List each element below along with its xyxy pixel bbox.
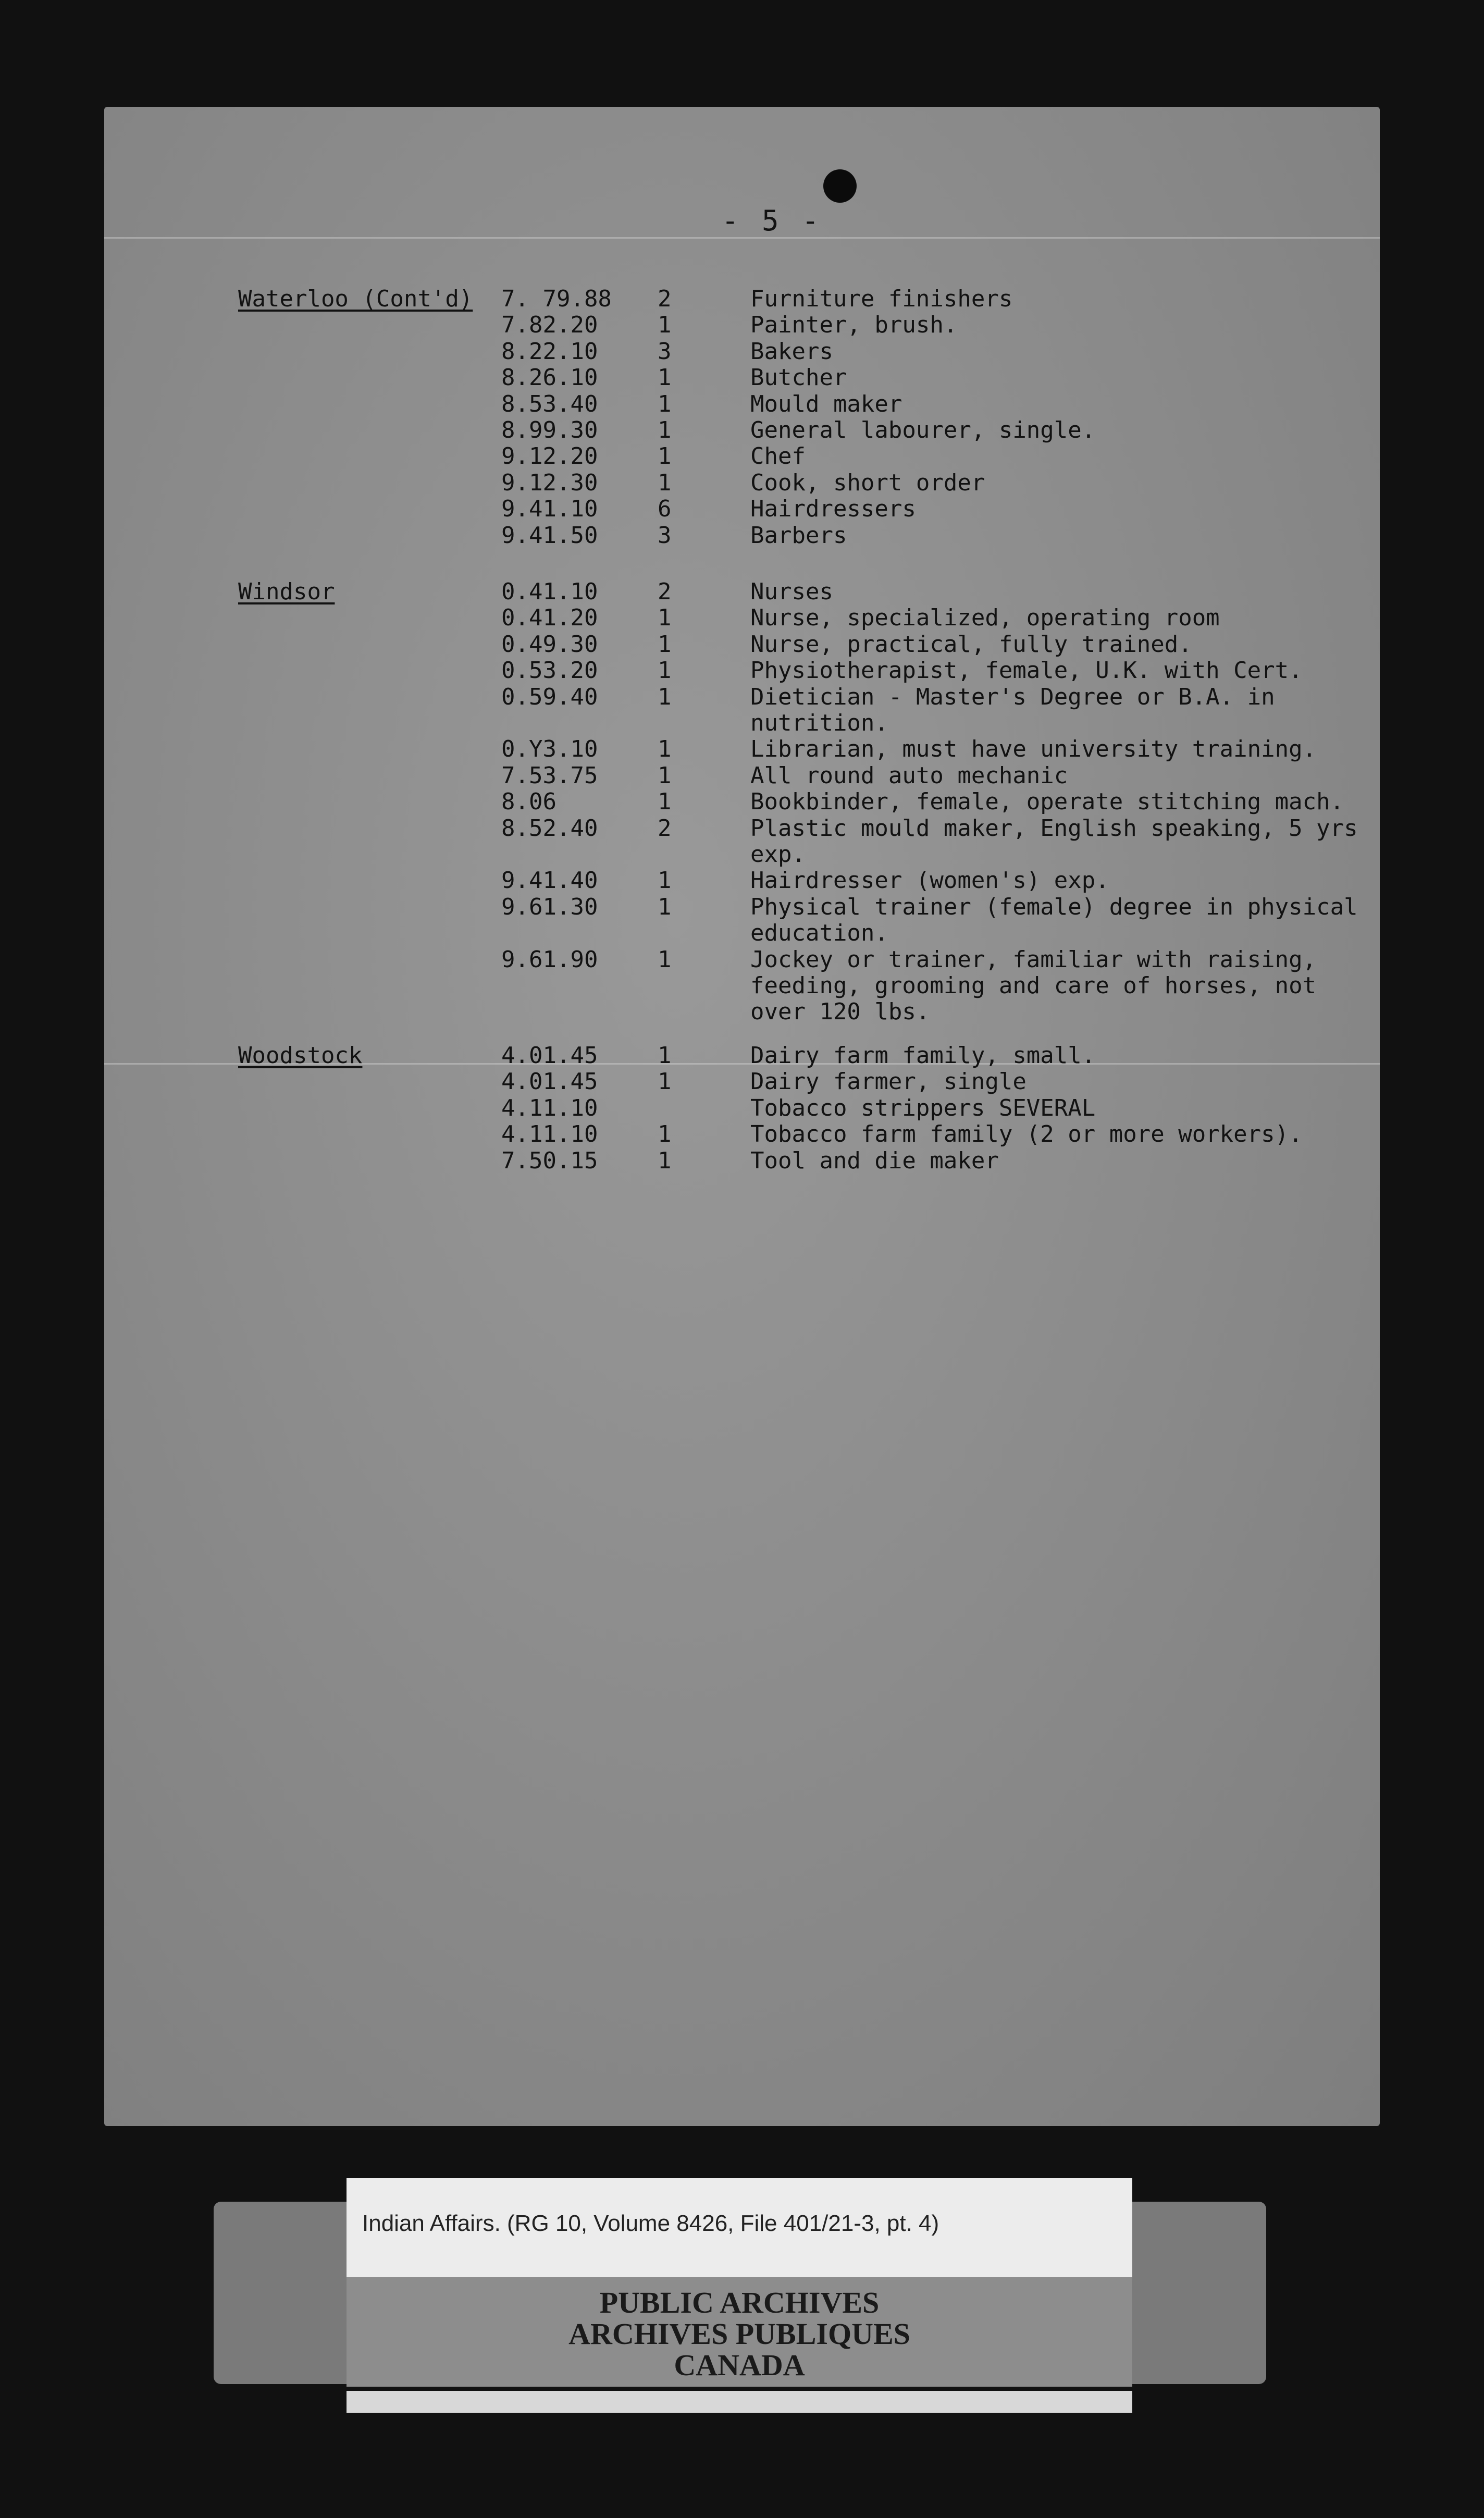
job-description: Dairy farmer, single xyxy=(750,1068,1027,1095)
quantity: 1 xyxy=(658,469,672,496)
listing-row xyxy=(0,762,1484,788)
fold-crease xyxy=(104,237,1380,239)
occupation-code: 4.11.10 xyxy=(501,1094,598,1121)
occupation-code: 8.06 xyxy=(501,788,556,816)
occupation-code: 9.12.30 xyxy=(501,469,598,496)
job-description: Butcher xyxy=(750,364,847,391)
listing-row xyxy=(0,364,1484,390)
job-description: Mould maker xyxy=(750,390,902,417)
quantity: 1 xyxy=(658,893,672,920)
job-description: Cook, short order xyxy=(750,469,985,496)
job-description: education. xyxy=(750,920,888,947)
quantity: 1 xyxy=(658,683,672,710)
job-description: All round auto mechanic xyxy=(750,762,1068,789)
occupation-code: 9.41.50 xyxy=(501,522,598,549)
quantity: 3 xyxy=(658,522,672,549)
job-description: Jockey or trainer, familiar with raising, xyxy=(750,946,1317,973)
quantity: 1 xyxy=(658,390,672,417)
occupation-code: 4.01.45 xyxy=(501,1068,598,1095)
quantity: 1 xyxy=(658,364,672,391)
listing-row xyxy=(0,286,1484,312)
archive-country: CANADA xyxy=(674,2348,805,2382)
listing-row xyxy=(0,710,1484,736)
label-strip xyxy=(347,2391,1132,2413)
archive-reference-label xyxy=(347,2178,1132,2277)
job-description: Nurse, specialized, operating room xyxy=(750,604,1220,632)
quantity: 1 xyxy=(658,312,672,339)
occupation-code: 4.11.10 xyxy=(501,1121,598,1148)
place-heading: Woodstock xyxy=(238,1042,363,1069)
occupation-code: 7.50.15 xyxy=(501,1147,598,1174)
quantity: 3 xyxy=(658,338,672,365)
job-description: Chef xyxy=(750,443,806,470)
occupation-code: 8.53.40 xyxy=(501,390,598,417)
occupation-code: 0.41.10 xyxy=(501,578,598,605)
job-description: Librarian, must have university training. xyxy=(750,736,1317,763)
quantity: 1 xyxy=(658,946,672,973)
job-description: Bookbinder, female, operate stitching mach. xyxy=(750,788,1344,816)
listing-row xyxy=(0,684,1484,710)
quantity: 1 xyxy=(658,657,672,684)
listing-row xyxy=(0,391,1484,417)
occupation-code: 7.53.75 xyxy=(501,762,598,789)
listing-row xyxy=(0,867,1484,893)
occupation-code: 8.22.10 xyxy=(501,338,598,365)
listing-row xyxy=(0,1121,1484,1147)
job-description: nutrition. xyxy=(750,710,888,736)
quantity: 1 xyxy=(658,1042,672,1069)
listing-row xyxy=(0,631,1484,657)
listing-row xyxy=(0,443,1484,469)
listing-row xyxy=(0,972,1484,998)
occupation-code: 9.12.20 xyxy=(501,443,598,470)
job-description: Physiotherapist, female, U.K. with Cert. xyxy=(750,657,1303,684)
job-description: Tobacco strippers SEVERAL xyxy=(750,1094,1096,1121)
quantity: 1 xyxy=(658,443,672,470)
quantity: 1 xyxy=(658,604,672,632)
quantity: 1 xyxy=(658,736,672,763)
job-description: Physical trainer (female) degree in physical xyxy=(750,893,1358,920)
job-description: Tobacco farm family (2 or more workers). xyxy=(750,1121,1303,1148)
quantity: 1 xyxy=(658,788,672,816)
occupation-code: 8.52.40 xyxy=(501,814,598,842)
listing-row xyxy=(0,496,1484,522)
listing-row xyxy=(0,1068,1484,1094)
listing-row xyxy=(0,1147,1484,1174)
quantity: 1 xyxy=(658,631,672,658)
listing-row xyxy=(0,998,1484,1025)
listing-row xyxy=(0,894,1484,920)
listing-row xyxy=(0,736,1484,762)
place-heading: Waterloo (Cont'd) xyxy=(238,286,473,312)
punch-hole xyxy=(823,169,857,203)
listing-row xyxy=(0,470,1484,496)
listing-row xyxy=(0,657,1484,683)
listing-row xyxy=(0,578,1484,604)
quantity: 2 xyxy=(658,814,672,842)
quantity: 1 xyxy=(658,1068,672,1095)
job-description: feeding, grooming and care of horses, not xyxy=(750,972,1317,999)
listing-row xyxy=(0,1042,1484,1068)
job-description: Furniture finishers xyxy=(750,286,1013,312)
job-description: Nurses xyxy=(750,578,833,605)
occupation-code: 0.49.30 xyxy=(501,631,598,658)
job-description: over 120 lbs. xyxy=(750,998,930,1026)
archive-name-fr: ARCHIVES PUBLIQUES xyxy=(568,2317,910,2351)
listing-row xyxy=(0,815,1484,841)
quantity: 1 xyxy=(658,1121,672,1148)
occupation-code: 0.59.40 xyxy=(501,683,598,710)
occupation-code: 8.99.30 xyxy=(501,417,598,443)
quantity: 1 xyxy=(658,762,672,789)
occupation-code: 0.Y3.10 xyxy=(501,736,598,763)
place-heading: Windsor xyxy=(238,578,335,605)
quantity: 2 xyxy=(658,286,672,312)
listing-row xyxy=(0,417,1484,443)
listing-row xyxy=(0,841,1484,867)
occupation-code: 9.61.90 xyxy=(501,946,598,973)
listing-row xyxy=(0,338,1484,364)
listing-row xyxy=(0,604,1484,631)
job-description: exp. xyxy=(750,841,806,868)
job-description: Barbers xyxy=(750,522,847,549)
occupation-code: 9.41.10 xyxy=(501,496,598,523)
occupation-code: 0.41.20 xyxy=(501,604,598,632)
occupation-code: 0.53.20 xyxy=(501,657,598,684)
job-description: Dairy farm family, small. xyxy=(750,1042,1096,1069)
job-description: Nurse, practical, fully trained. xyxy=(750,631,1192,658)
listing-row xyxy=(0,788,1484,814)
listing-row xyxy=(0,946,1484,972)
job-description: Bakers xyxy=(750,338,833,365)
quantity: 1 xyxy=(658,417,672,443)
job-description: Hairdresser (women's) exp. xyxy=(750,867,1109,894)
quantity: 1 xyxy=(658,867,672,894)
job-description: Dietician - Master's Degree or B.A. in xyxy=(750,683,1275,710)
occupation-code: 9.61.30 xyxy=(501,893,598,920)
page-number: - 5 - xyxy=(722,204,822,237)
quantity: 6 xyxy=(658,496,672,523)
occupation-code: 9.41.40 xyxy=(501,867,598,894)
archive-name-en: PUBLIC ARCHIVES xyxy=(599,2286,880,2319)
job-description: Tool and die maker xyxy=(750,1147,999,1174)
job-description: General labourer, single. xyxy=(750,417,1096,443)
occupation-code: 4.01.45 xyxy=(501,1042,598,1069)
job-description: Plastic mould maker, English speaking, 5 yrs xyxy=(750,814,1358,842)
listing-row xyxy=(0,522,1484,548)
occupation-code: 8.26.10 xyxy=(501,364,598,391)
listing-row xyxy=(0,920,1484,946)
occupation-code: 7.82.20 xyxy=(501,312,598,339)
listing-row xyxy=(0,312,1484,338)
occupation-code: 7. 79.88 xyxy=(501,286,612,312)
quantity: 2 xyxy=(658,578,672,605)
job-description: Hairdressers xyxy=(750,496,916,523)
archive-reference: Indian Affairs. (RG 10, Volume 8426, File 401/21-3, pt. 4) xyxy=(362,2211,939,2236)
quantity: 1 xyxy=(658,1147,672,1174)
listing-row xyxy=(0,1095,1484,1121)
job-description: Painter, brush. xyxy=(750,312,958,339)
